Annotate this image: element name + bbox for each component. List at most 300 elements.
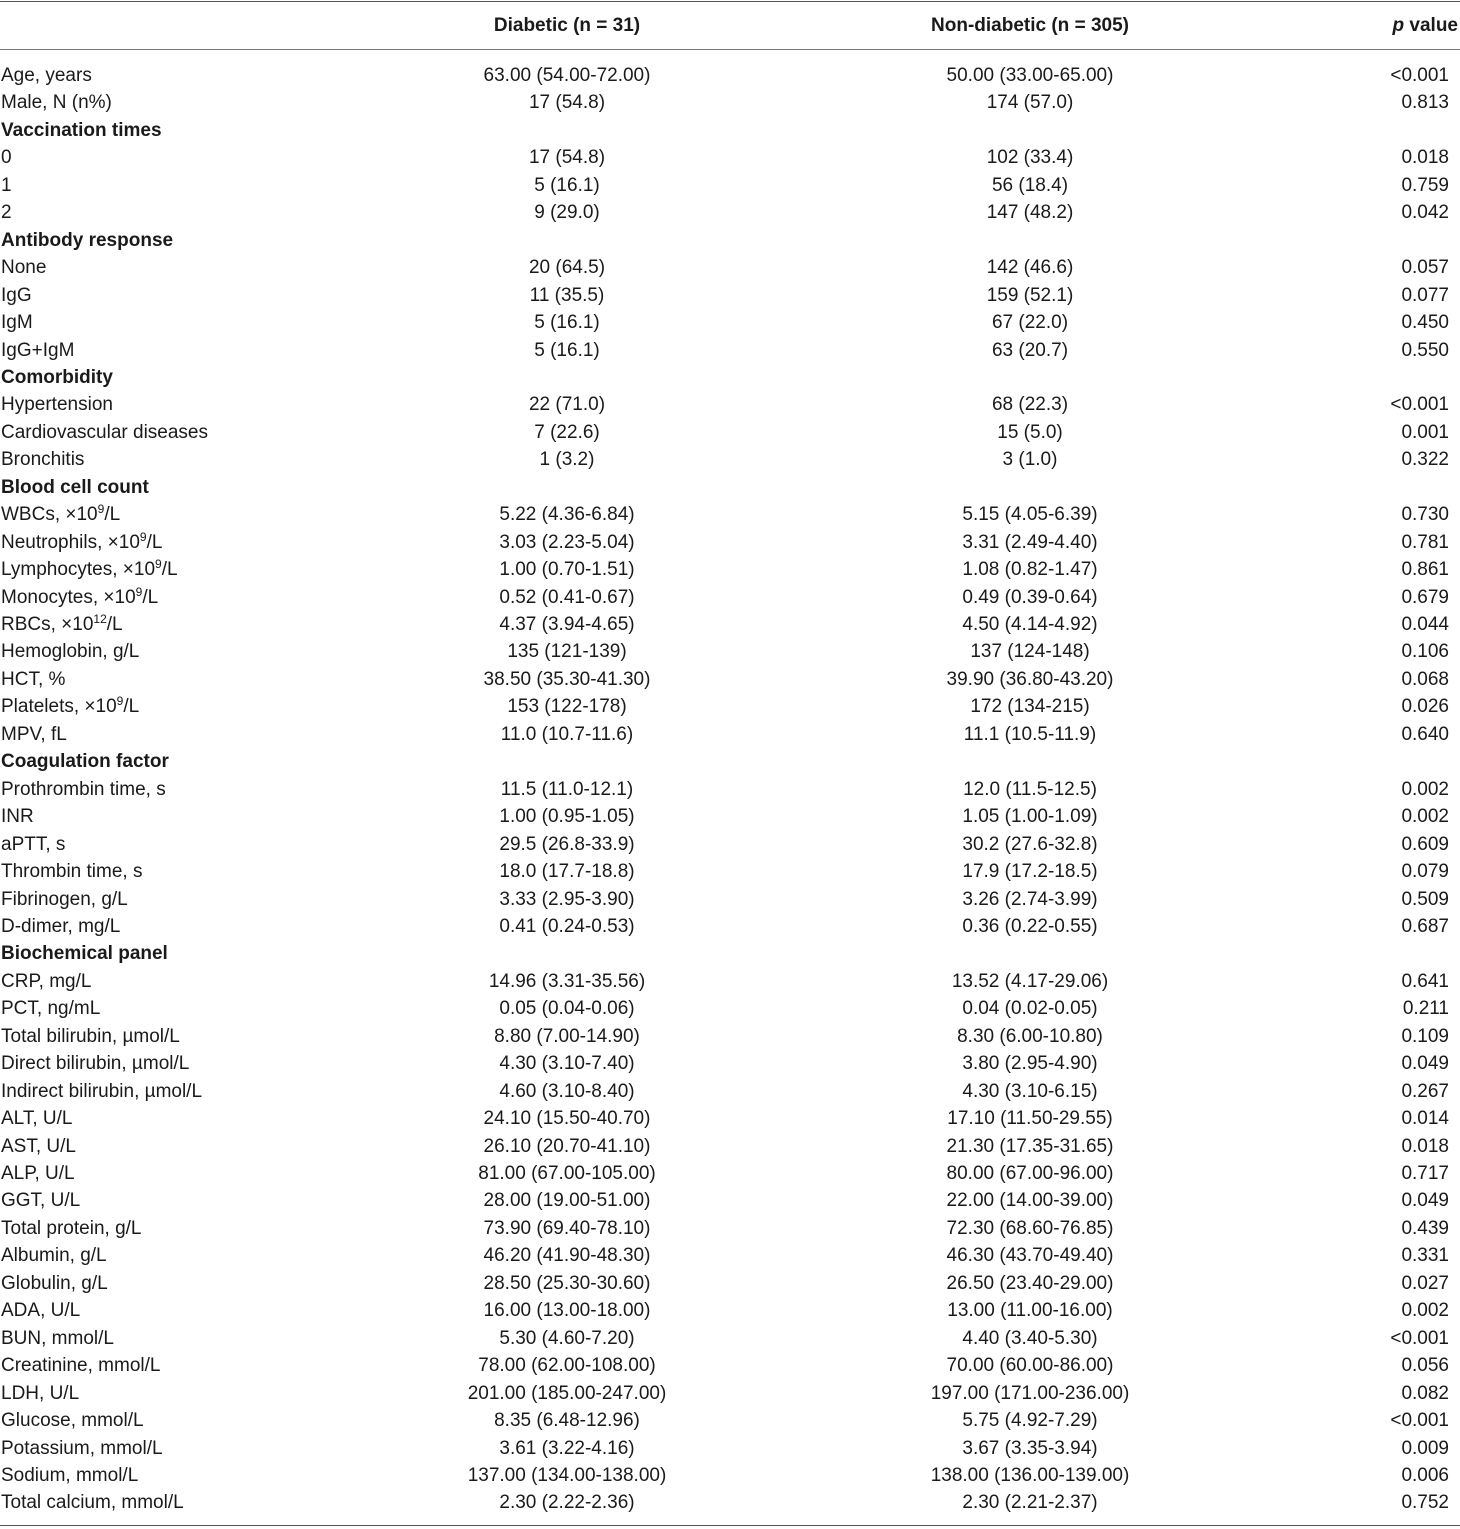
table-row [0,1160,1460,1187]
table-row [0,1325,1460,1352]
table-row [0,62,1460,89]
nondiabetic-value: 80.00 (67.00-96.00) [946,1163,1114,1184]
row-label-text: Indirect bilirubin, µmol/L [1,1080,203,1102]
table-row [0,1215,1460,1242]
row-label-text: ADA, U/L [1,1300,81,1322]
p-value: 0.049 [1401,1053,1449,1075]
diabetic-value: 3.33 (2.95-3.90) [499,888,635,910]
diabetic-value: 11.5 (11.0-12.1) [500,778,634,800]
diabetic-value: 38.50 (35.30-41.30) [483,668,651,690]
row-label-text: RBCs, ×10 [1,614,94,635]
diabetic-value: 29.5 (26.8-33.9) [499,833,635,855]
table-row [0,337,1460,364]
diabetic-value: 8.35 (6.48-12.96) [494,1410,640,1432]
table-row [0,1489,1460,1516]
p-value: <0.001 [1390,1410,1449,1432]
nondiabetic-value: 4.40 (3.40-5.30) [962,1327,1098,1349]
row-label-text: Potassium, mmol/L [1,1437,163,1459]
p-value: 0.640 [1401,723,1449,745]
table-row [0,1023,1460,1050]
diabetic-value: 1.00 (0.95-1.05) [499,806,635,828]
table-row [0,803,1460,830]
p-value: 0.322 [1401,449,1449,471]
row-label-text: Total bilirubin, µmol/L [1,1025,180,1047]
exponent: 9 [139,529,147,544]
p-value: 0.018 [1401,147,1449,169]
row-label [1,913,120,940]
table-row [0,1352,1460,1379]
table-row [0,1462,1460,1489]
table-header [0,11,1460,41]
p-value: 0.049 [1401,1190,1449,1212]
p-value: <0.001 [1390,1327,1449,1349]
section-heading [1,364,113,391]
row-label-text: Blood cell count [1,476,149,498]
table-row [0,584,1460,611]
section-heading [1,748,169,775]
row-label [1,1352,160,1379]
diabetic-value: 20 (64.5) [528,257,606,279]
section-heading-row [0,748,1460,775]
exponent: 12 [93,612,107,626]
p-value: 0.730 [1401,504,1449,526]
nondiabetic-value: 22.00 (14.00-39.00) [946,1190,1114,1212]
row-label [1,172,12,199]
p-value: 0.331 [1401,1245,1449,1267]
nondiabetic-value: 3.31 (2.49-4.40) [962,531,1098,553]
table-row [0,1270,1460,1297]
diabetic-value: 8.80 (7.00-14.90) [494,1025,640,1047]
row-label [1,1133,76,1160]
p-value: 0.077 [1401,284,1449,306]
table-row [0,172,1460,199]
nondiabetic-value: 138.00 (136.00-139.00) [930,1464,1130,1486]
table-row [0,1187,1460,1214]
diabetic-value: 17 (54.8) [528,147,606,169]
row-label [1,611,123,638]
table-row [0,309,1460,336]
row-label [1,776,166,803]
row-label-text: Fibrinogen, g/L [1,888,128,910]
section-heading-row [0,474,1460,501]
diabetic-value: 5 (16.1) [534,174,600,196]
nondiabetic-value: 0.36 (0.22-0.55) [962,915,1098,937]
header-p-italic: p [1392,15,1405,36]
table-row [0,858,1460,885]
row-label-text: Creatinine, mmol/L [1,1355,161,1377]
p-value: 0.044 [1401,614,1449,635]
table-row [0,1105,1460,1132]
nondiabetic-value: 72.30 (68.60-76.85) [946,1217,1114,1239]
diabetic-value: 153 (122-178) [507,696,627,718]
p-value: 0.068 [1401,668,1449,690]
p-value: <0.001 [1390,65,1449,86]
section-heading-row [0,940,1460,967]
p-value: 0.002 [1401,806,1449,828]
row-label-text: Sodium, mmol/L [1,1464,139,1486]
nondiabetic-value: 12.0 (11.5-12.5) [963,778,1097,800]
p-value: <0.001 [1390,394,1449,416]
nondiabetic-value: 56 (18.4) [991,174,1069,196]
diabetic-value: 3.03 (2.23-5.04) [499,531,635,553]
diabetic-value: 11 (35.5) [529,284,605,306]
table-row [0,556,1460,583]
row-label [1,1489,184,1516]
p-value: 0.002 [1401,778,1449,800]
row-label [1,501,120,528]
nondiabetic-value: 147 (48.2) [986,202,1074,224]
p-value: 0.717 [1401,1163,1449,1184]
diabetic-value: 0.52 (0.41-0.67) [499,586,635,608]
row-label-text: PCT, ng/mL [1,998,101,1020]
table-row [0,282,1460,309]
diabetic-value: 4.37 (3.94-4.65) [499,614,635,635]
row-label [1,968,91,995]
p-value: 0.861 [1401,559,1449,581]
p-value: 0.550 [1401,339,1449,361]
unit-suffix: /L [104,504,121,526]
diabetic-value: 28.50 (25.30-30.60) [483,1272,651,1294]
nondiabetic-value: 5.75 (4.92-7.29) [962,1410,1098,1432]
nondiabetic-value: 68 (22.3) [991,394,1069,416]
row-label-text: Albumin, g/L [1,1245,107,1267]
table-row [0,1297,1460,1324]
p-value: 0.106 [1401,641,1449,663]
diabetic-value: 22 (71.0) [528,394,606,416]
row-label-text: Hemoglobin, g/L [1,641,140,663]
p-value: 0.109 [1401,1025,1449,1047]
p-value: 0.267 [1401,1080,1449,1102]
row-label [1,1297,80,1324]
header-p-rest: value [1404,15,1458,36]
table-row [0,89,1460,116]
diabetic-value: 7 (22.6) [534,421,600,443]
p-value: 0.641 [1401,970,1449,992]
table-row [0,968,1460,995]
exponent: 9 [135,584,143,599]
nondiabetic-value: 142 (46.6) [986,257,1074,279]
table-row [0,199,1460,226]
row-label-text: D-dimer, mg/L [1,915,121,937]
nondiabetic-value: 50.00 (33.00-65.00) [946,65,1114,86]
nondiabetic-value: 172 (134-215) [970,696,1090,718]
nondiabetic-value: 30.2 (27.6-32.8) [962,833,1098,855]
p-value: 0.752 [1401,1492,1449,1514]
row-label [1,282,32,309]
p-value: 0.002 [1401,1300,1449,1322]
diabetic-value: 78.00 (62.00-108.00) [478,1355,656,1377]
diabetic-value: 24.10 (15.50-40.70) [483,1108,651,1130]
diabetic-value: 5 (16.1) [534,312,600,334]
row-label-text: Cardiovascular diseases [1,421,208,443]
row-label-text: MPV, fL [1,723,67,745]
row-label-text: Antibody response [1,229,174,251]
table-row [0,776,1460,803]
nondiabetic-value: 159 (52.1) [986,284,1074,306]
p-value: 0.026 [1401,696,1449,718]
table-row [0,611,1460,638]
p-value: 0.679 [1401,586,1449,608]
row-label-text: None [1,257,47,279]
row-label-text: Lymphocytes, ×10 [1,559,156,581]
p-value: 0.211 [1402,998,1449,1020]
row-label-text: CRP, mg/L [1,970,92,992]
row-label [1,1407,144,1434]
nondiabetic-value: 11.1 (10.5-11.9) [963,723,1097,745]
nondiabetic-value: 5.15 (4.05-6.39) [962,504,1098,526]
row-label-text: Coagulation factor [1,751,169,773]
p-value: 0.042 [1401,202,1449,224]
diabetic-value: 18.0 (17.7-18.8) [499,861,635,883]
nondiabetic-value: 13.00 (11.00-16.00) [947,1300,1113,1322]
row-label [1,831,65,858]
table-row [0,419,1460,446]
table-row [0,913,1460,940]
diabetic-value: 63.00 (54.00-72.00) [483,65,651,86]
row-label [1,556,178,583]
table-row [0,529,1460,556]
row-label-text: 1 [1,174,12,196]
p-value: 0.687 [1401,915,1449,937]
header-diabetic: Diabetic (n = 31) [493,15,641,36]
p-value: 0.018 [1401,1135,1449,1157]
unit-suffix: /L [123,696,140,718]
p-value: 0.056 [1401,1355,1449,1377]
p-value: 0.781 [1401,531,1449,553]
table-row [0,1050,1460,1077]
row-label [1,995,100,1022]
row-label-text: Total protein, g/L [1,1217,142,1239]
p-value: 0.001 [1401,421,1449,443]
row-label-text: IgG [1,284,32,306]
nondiabetic-value: 0.49 (0.39-0.64) [962,586,1098,608]
table-row [0,886,1460,913]
table-top-rule [0,1,1460,2]
nondiabetic-value: 3 (1.0) [1002,449,1058,471]
row-label-text: AST, U/L [1,1135,76,1157]
row-label [1,1050,189,1077]
diabetic-value: 4.60 (3.10-8.40) [499,1080,635,1102]
p-value: 0.439 [1401,1217,1449,1239]
row-label-text: Thrombin time, s [1,861,143,883]
table-row [0,638,1460,665]
nondiabetic-value: 4.30 (3.10-6.15) [962,1080,1098,1102]
p-value: 0.450 [1401,312,1449,334]
row-label-text: IgM [1,312,33,334]
exponent: 9 [97,502,105,517]
section-heading [1,227,173,254]
nondiabetic-value: 174 (57.0) [986,92,1074,114]
diabetic-value: 137.00 (134.00-138.00) [467,1464,667,1486]
diabetic-value: 81.00 (67.00-105.00) [478,1163,656,1184]
row-label-text: Monocytes, ×10 [1,586,136,608]
row-label-text: ALT, U/L [1,1108,73,1130]
header-nondiabetic: Non-diabetic (n = 305) [931,15,1129,36]
nondiabetic-value: 39.90 (36.80-43.20) [946,668,1114,690]
nondiabetic-value: 3.80 (2.95-4.90) [962,1053,1098,1075]
nondiabetic-value: 137 (124-148) [970,641,1090,663]
table-row [0,391,1460,418]
diabetic-value: 26.10 (20.70-41.10) [483,1135,651,1157]
diabetic-value: 28.00 (19.00-51.00) [483,1190,651,1212]
row-label-text: Comorbidity [1,366,113,388]
table-row [0,1133,1460,1160]
row-label-text: Hypertension [1,394,113,416]
section-heading-row [0,117,1460,144]
row-label [1,803,34,830]
header-p-value [1393,11,1458,41]
row-label [1,721,67,748]
row-label [1,1160,75,1187]
row-label [1,693,139,720]
row-label-text: Male, N (n%) [1,92,112,114]
row-label [1,858,142,885]
row-label [1,419,208,446]
row-label [1,199,12,226]
table-row [0,693,1460,720]
nondiabetic-value: 3.67 (3.35-3.94) [962,1437,1098,1459]
row-label [1,391,113,418]
row-label-text: BUN, mmol/L [1,1327,114,1349]
row-label [1,62,92,89]
row-label [1,1435,163,1462]
unit-suffix: /L [142,586,159,608]
row-label [1,1462,138,1489]
row-label [1,309,33,336]
table-bottom-rule [0,1525,1460,1526]
table-row [0,501,1460,528]
row-label-text: LDH, U/L [1,1382,80,1404]
unit-suffix: /L [106,614,123,635]
table-row [0,831,1460,858]
p-value: 0.027 [1401,1272,1449,1294]
row-label [1,1187,80,1214]
diabetic-value: 5 (16.1) [534,339,600,361]
row-label-text: Platelets, ×10 [1,696,117,718]
row-label-text: Neutrophils, ×10 [1,531,140,553]
nondiabetic-value: 197.00 (171.00-236.00) [930,1382,1130,1404]
row-label [1,1105,72,1132]
exponent: 9 [116,694,124,709]
section-heading-row [0,227,1460,254]
table-row [0,1078,1460,1105]
nondiabetic-value: 21.30 (17.35-31.65) [946,1135,1114,1157]
table-row [0,1380,1460,1407]
diabetic-value: 11.0 (10.7-11.6) [500,723,634,745]
row-label [1,1270,108,1297]
row-label-text: Prothrombin time, s [1,778,166,800]
section-heading [1,474,149,501]
table-row [0,144,1460,171]
row-label [1,1380,79,1407]
nondiabetic-value: 17.10 (11.50-29.55) [947,1108,1113,1130]
nondiabetic-value: 15 (5.0) [997,421,1063,443]
diabetic-value: 9 (29.0) [534,202,600,224]
diabetic-value: 3.61 (3.22-4.16) [499,1437,635,1459]
nondiabetic-value: 46.30 (43.70-49.40) [946,1245,1114,1267]
row-label [1,638,139,665]
p-value: 0.079 [1401,861,1449,883]
table-row [0,1435,1460,1462]
row-label-text: IgG+IgM [1,339,75,361]
nondiabetic-value: 67 (22.0) [991,312,1069,334]
row-label-text: Biochemical panel [1,943,168,965]
unit-suffix: /L [161,559,178,581]
row-label [1,446,84,473]
table-row [0,446,1460,473]
nondiabetic-value: 13.52 (4.17-29.06) [951,970,1109,992]
diabetic-value: 0.05 (0.04-0.06) [499,998,635,1020]
row-label-text: Globulin, g/L [1,1272,108,1294]
table-row [0,1242,1460,1269]
row-label-text: GGT, U/L [1,1190,81,1212]
nondiabetic-value: 70.00 (60.00-86.00) [946,1355,1114,1377]
table-row [0,721,1460,748]
section-heading [1,940,168,967]
row-label [1,144,12,171]
row-label-text: INR [1,806,34,828]
diabetic-value: 0.41 (0.24-0.53) [499,915,635,937]
row-label [1,529,162,556]
nondiabetic-value: 1.08 (0.82-1.47) [962,559,1098,581]
section-heading-row [0,364,1460,391]
row-label [1,337,74,364]
table-row [0,995,1460,1022]
row-label-text: Total calcium, mmol/L [1,1492,184,1514]
row-label-text: Glucose, mmol/L [1,1410,144,1432]
diabetic-value: 73.90 (69.40-78.10) [483,1217,651,1239]
table-row [0,254,1460,281]
p-value: 0.006 [1401,1464,1449,1486]
section-heading [1,117,162,144]
p-value: 0.509 [1401,888,1449,910]
row-label-text: ALP, U/L [1,1163,75,1184]
table-row [0,1407,1460,1434]
row-label-text: 0 [1,147,12,169]
p-value: 0.082 [1401,1382,1449,1404]
row-label [1,1325,114,1352]
nondiabetic-value: 0.04 (0.02-0.05) [962,998,1098,1020]
diabetic-value: 201.00 (185.00-247.00) [467,1382,667,1404]
diabetic-value: 2.30 (2.22-2.36) [499,1492,635,1514]
diabetic-value: 46.20 (41.90-48.30) [483,1245,651,1267]
nondiabetic-value: 4.50 (4.14-4.92) [962,614,1098,635]
p-value: 0.813 [1401,92,1449,114]
row-label [1,1078,202,1105]
diabetic-value: 14.96 (3.31-35.56) [488,970,646,992]
row-label-text: Age, years [1,65,92,86]
row-label [1,89,112,116]
row-label-text: 2 [1,202,12,224]
row-label [1,1242,107,1269]
nondiabetic-value: 8.30 (6.00-10.80) [957,1025,1103,1047]
diabetic-value: 17 (54.8) [528,92,606,114]
row-label [1,1023,180,1050]
nondiabetic-value: 2.30 (2.21-2.37) [962,1492,1098,1514]
row-label-text: aPTT, s [1,833,66,855]
p-value: 0.014 [1401,1108,1449,1130]
p-value: 0.057 [1401,257,1449,279]
row-label [1,666,65,693]
row-label-text: Bronchitis [1,449,85,471]
p-value: 0.009 [1401,1437,1449,1459]
diabetic-value: 135 (121-139) [507,641,627,663]
nondiabetic-value: 3.26 (2.74-3.99) [962,888,1098,910]
row-label [1,886,128,913]
diabetic-value: 1 (3.2) [539,449,595,471]
p-value: 0.609 [1401,833,1449,855]
diabetic-value: 16.00 (13.00-18.00) [483,1300,651,1322]
